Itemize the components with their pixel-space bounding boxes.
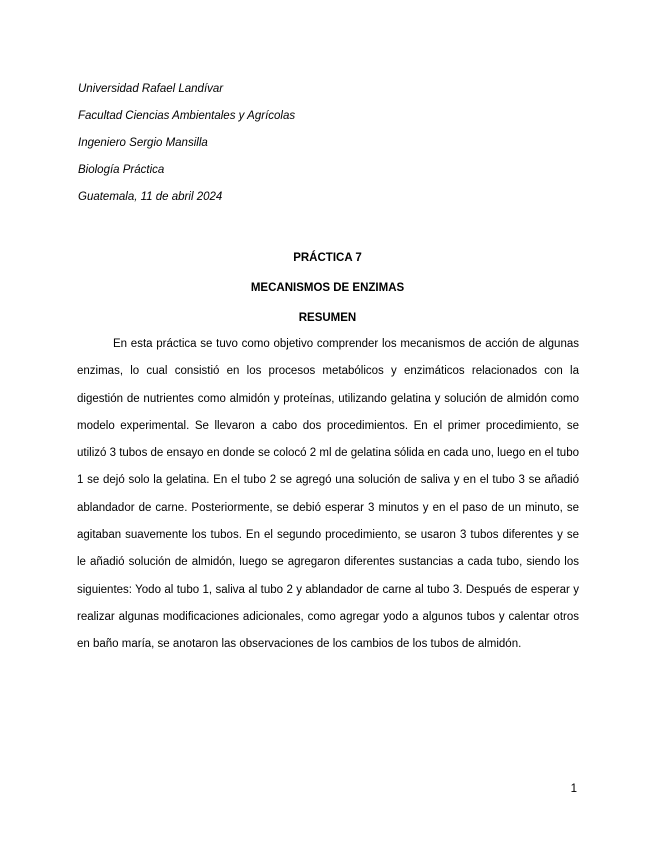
- document-header: [78, 76, 558, 211]
- abstract-paragraph: En esta práctica se tuvo como objetivo comprender los mecanismos de acción de algunas enzimas, lo cual consistió en los procesos metabólicos y enzimáticos relacionados con la digestión de nutrientes como almidón y proteínas, utilizando gelatina y solución de almidón como modelo experimental. Se llevaron a cabo dos procedimientos. En el primer procedimiento, se utilizó 3 tubos de ensayo en donde se colocó 2 ml de gelatina sólida en cada uno, luego en el tubo 1 se dejó solo la gelatina. En el tubo 2 se agregó una solución de saliva y en el tubo 3 se añadió ablandador de carne. Posteriormente, se debió esperar 3 minutos y en el paso de un minuto, se agitaban suavemente los tubos. En el segundo procedimiento, se usaron 3 tubos diferentes y se le añadió solución de almidón, luego se agregaron diferentes sustancias a cada tubo, siendo los siguientes: Yodo al tubo 1, saliva al tubo 2 y ablandador de carne al tubo 3. Después de esperar y realizar algunas modificaciones adicionales, como agregar yodo a algunos tubos y calentar otros en baño maría, se anotaron las observaciones de los cambios de los tubos de almidón.: [77, 338, 579, 651]
- university-name: Universidad Rafael Landívar: [78, 83, 224, 95]
- title-block: [78, 243, 577, 333]
- course-name: Biología Práctica: [78, 164, 165, 176]
- topic-title: MECANISMOS DE ENZIMAS: [250, 282, 405, 294]
- place-date: Guatemala, 11 de abril 2024: [78, 191, 223, 203]
- instructor-name: Ingeniero Sergio Mansilla: [78, 137, 208, 149]
- section-heading: RESUMEN: [298, 312, 357, 324]
- practice-title: PRÁCTICA 7: [293, 252, 362, 264]
- page-number: 1: [570, 783, 577, 795]
- faculty-name: Facultad Ciencias Ambientales y Agrícolas: [78, 110, 296, 122]
